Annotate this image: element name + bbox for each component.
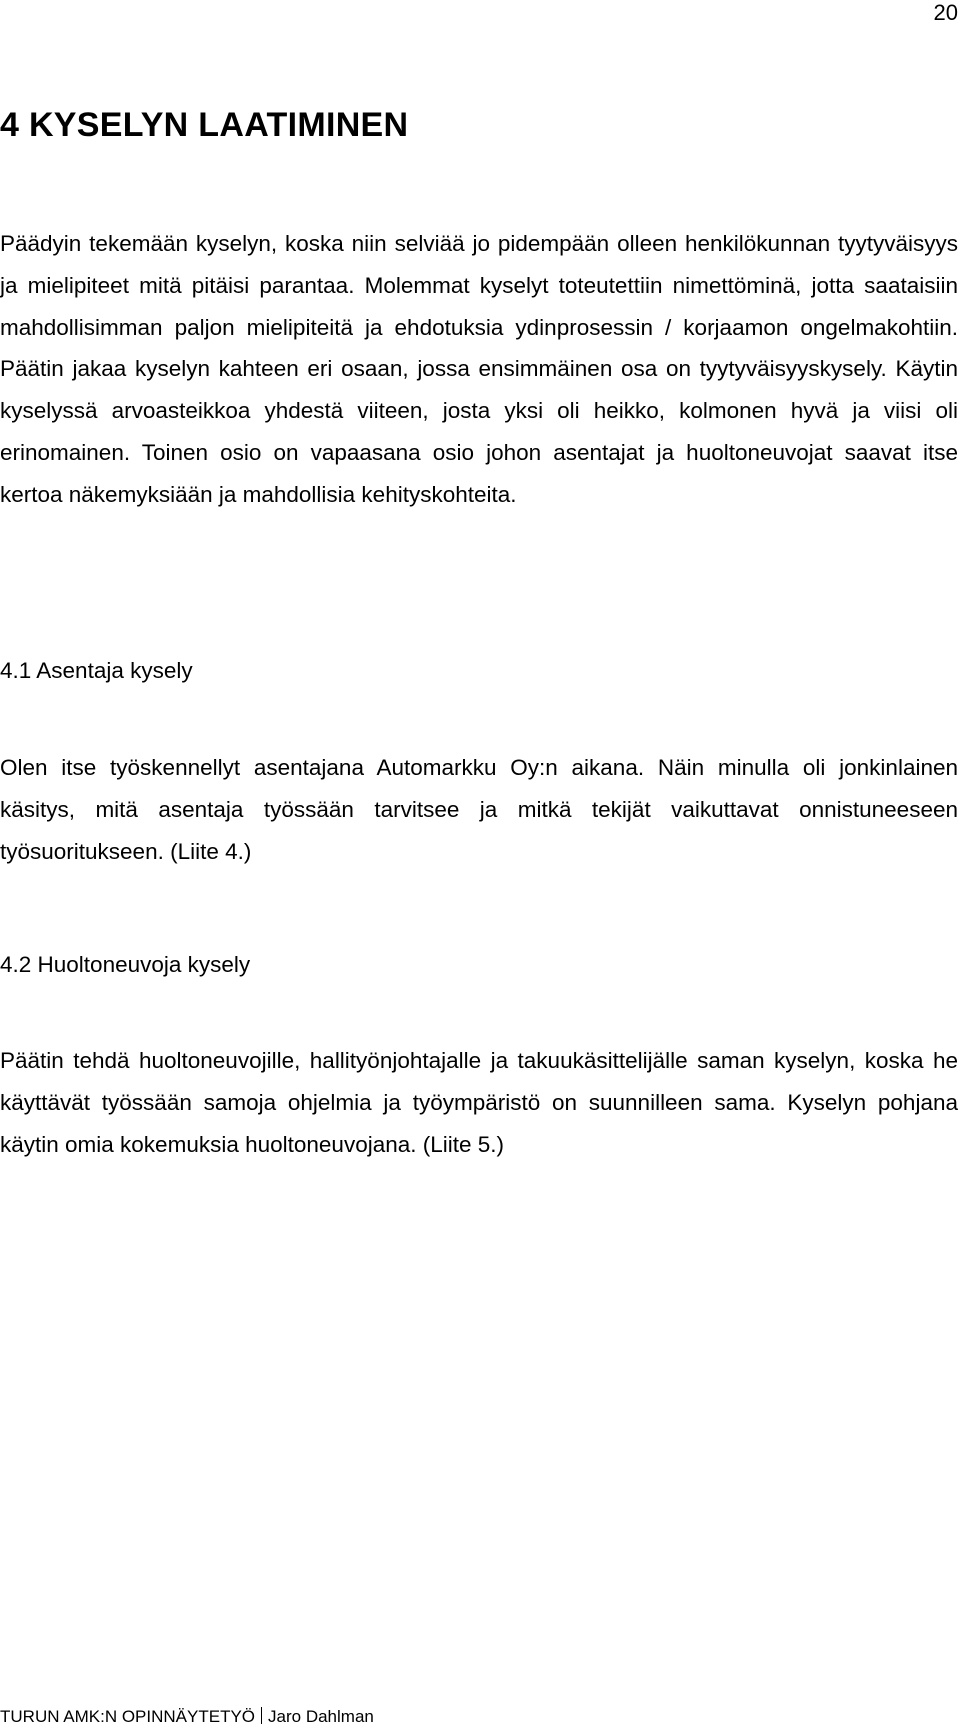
section-heading-4-1: 4.1 Asentaja kysely xyxy=(0,658,193,683)
section-4-2-paragraph: Päätin tehdä huoltoneuvojille, hallityönjohtajalle ja takuukäsittelijälle saman kyselyn, koska he käyttävät työssään samoja ohjelmia ja työympäristö on suunnilleen sama. Kyselyn pohjana käytin omia kokemuksia huoltoneuvojana. (Liite 5.) xyxy=(0,1048,958,1157)
page-number: 20 xyxy=(933,0,958,25)
chapter-title: 4 KYSELYN LAATIMINEN xyxy=(0,106,409,144)
footer-separator xyxy=(261,1707,262,1724)
section-4-1-paragraph: Olen itse työskennellyt asentajana Automarkku Oy:n aikana. Näin minulla oli jonkinlainen käsitys, mitä asentaja työssään tarvitsee ja mitkä tekijät vaikuttavat onnistuneeseen työsuoritukseen. (Liite 4.) xyxy=(0,755,958,864)
footer-author: Jaro Dahlman xyxy=(268,1707,374,1726)
page-footer xyxy=(0,1706,374,1728)
section-heading-4-2: 4.2 Huoltoneuvoja kysely xyxy=(0,952,251,977)
footer-institution: TURUN AMK:N OPINNÄYTETYÖ xyxy=(0,1707,256,1726)
intro-paragraph: Päädyin tekemään kyselyn, koska niin selviää jo pidempään olleen henkilökunnan tyytyväisyys ja mielipiteet mitä pitäisi parantaa. Molemmat kyselyt toteutettiin nimettöminä, jotta saataisiin mahdollisimman paljon mielipiteitä ja ehdotuksia ydinprosessin / korjaamon ongelmakohtiin. Päätin jakaa kyselyn kahteen eri osaan, jossa ensimmäinen osa on tyytyväisyyskysely. Käytin kyselyssä arvoasteikkoa yhdestä viiteen, josta yksi oli heikko, kolmonen hyvä ja viisi oli erinomainen. Toinen osio on vapaasana osio johon asentajat ja huoltoneuvojat saavat itse kertoa näkemyksiään ja mahdollisia kehityskohteita. xyxy=(0,231,958,507)
